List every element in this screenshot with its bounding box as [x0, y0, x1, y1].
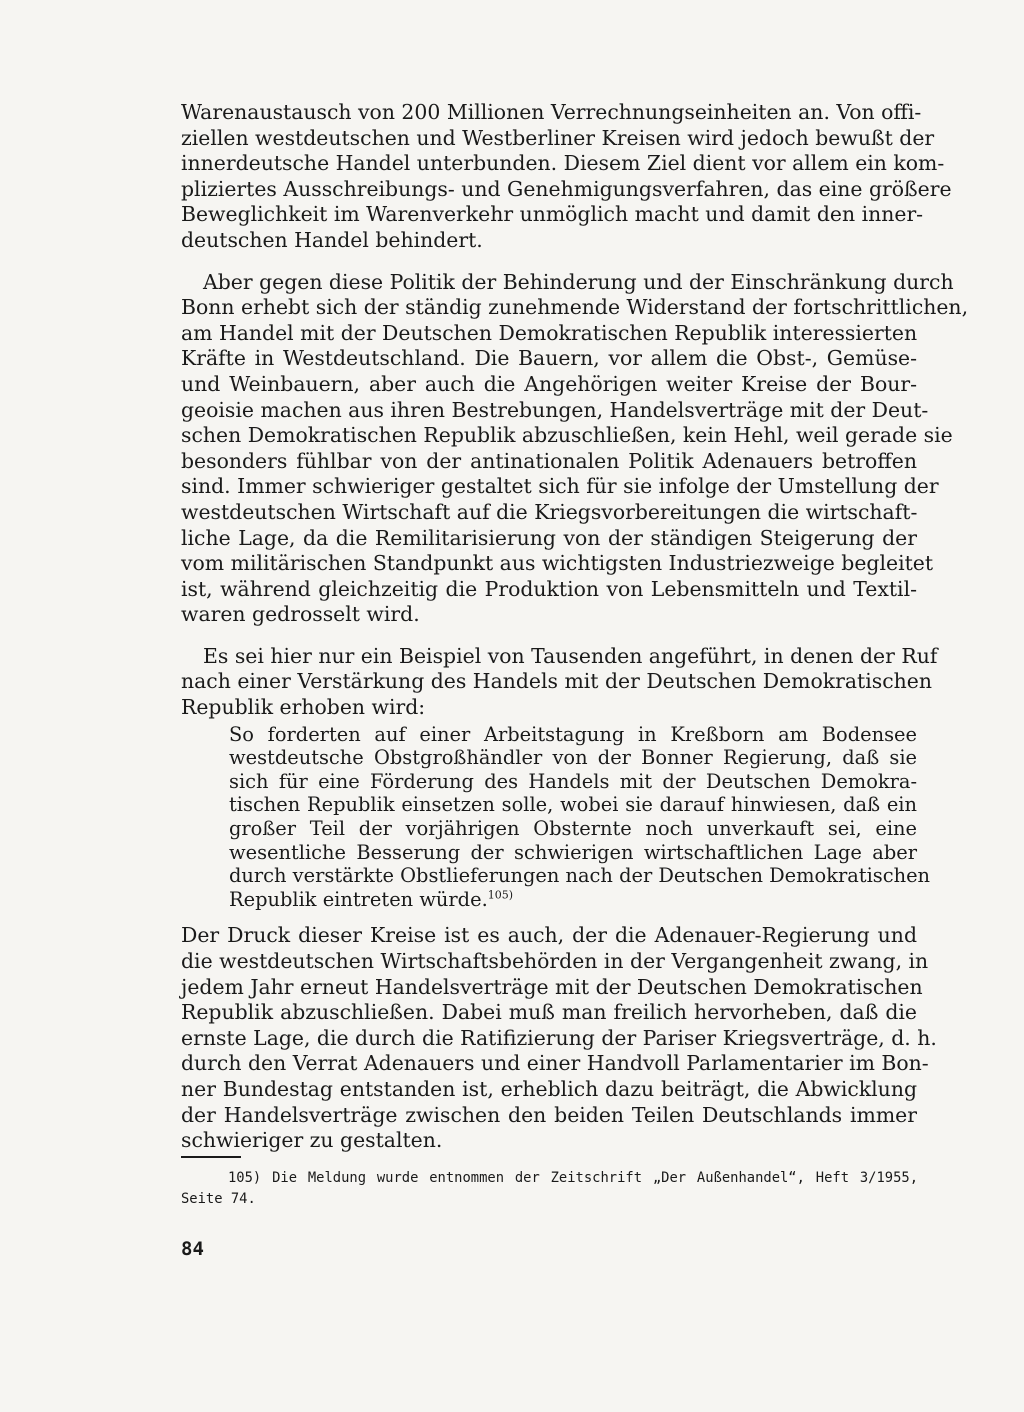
text-line: liche Lage, da die Remilitarisierung von der ständigen Steigerung der: [181, 525, 917, 550]
text-line: sich für eine Förderung des Handels mit der Deutschen Demokra-: [229, 769, 917, 793]
text-line: [229, 888, 917, 912]
text-line: ziellen westdeutschen und Westberliner Kreisen wird jedoch bewußt der: [181, 125, 935, 150]
text-line: tischen Republik einsetzen solle, wobei sie darauf hinwiesen, daß ein: [229, 793, 917, 817]
text-line: westdeutschen Wirtschaft auf die Kriegsvorbereitungen die wirtschaft-: [181, 499, 918, 524]
text-line: Der Druck dieser Kreise ist es auch, der die Adenauer-Regierung und: [181, 923, 917, 948]
text-line: Republik abzuschließen. Dabei muß man freilich hervorheben, daß die: [181, 1000, 917, 1025]
text-line: So forderten auf einer Arbeitstagung in Kreßborn am Bodensee: [229, 722, 917, 746]
text-line: die westdeutschen Wirtschaftsbehörden in der Vergangenheit zwang, in: [181, 949, 929, 973]
text-line: der Handelsverträge zwischen den beiden Teilen Deutschlands immer: [181, 1102, 917, 1127]
text-line: Warenaustausch von 200 Millionen Verrechnungseinheiten an. Von offi-: [181, 100, 922, 124]
text-line: Republik erhoben wird:: [181, 695, 426, 720]
text-line: Beweglichkeit im Warenverkehr unmöglich macht und damit den inner-: [181, 202, 924, 227]
block-quote: [229, 722, 931, 912]
text-line: besonders fühlbar von der antinationalen Politik Adenauers betroffen: [181, 448, 917, 473]
page-number: 84: [181, 1238, 204, 1260]
text-line: sind. Immer schwieriger gestaltet sich für sie infolge der Umstellung der: [181, 474, 939, 499]
text-line: schen Demokratischen Republik abzuschließen, kein Hehl, weil gerade sie: [181, 423, 953, 448]
text-line: ist, während gleichzeitig die Produktion von Lebensmitteln und Textil-: [181, 576, 917, 601]
text-line: ernste Lage, die durch die Ratifizierung der Pariser Kriegsverträge, d. h.: [181, 1025, 937, 1050]
text-line: waren gedrosselt wird.: [181, 602, 420, 627]
text-line: großer Teil der vorjährigen Obsternte noch unverkauft sei, eine: [229, 817, 917, 841]
text-line: Kräfte in Westdeutschland. Die Bauern, vor allem die Obst-, Gemüse-: [181, 346, 917, 371]
text-line: Aber gegen diese Politik der Behinderung und der Einschränkung durch: [203, 269, 954, 294]
text-line: Es sei hier nur ein Beispiel von Tausenden angeführt, in denen der Ruf: [203, 643, 938, 668]
quote-last-text: Republik eintreten würde.: [229, 887, 488, 911]
text-line: nach einer Verstärkung des Handels mit der Deutschen Demokratischen: [181, 669, 932, 694]
text-line: pliziertes Ausschreibungs- und Genehmigungsverfahren, das eine größere: [181, 176, 952, 201]
text-line: geoisie machen aus ihren Bestrebungen, Handelsverträge mit der Deut-: [181, 397, 929, 422]
text-line: deutschen Handel behindert.: [181, 227, 483, 252]
text-line: vom militärischen Standpunkt aus wichtigsten Industriezweige begleitet: [181, 551, 934, 576]
footnote-divider: [181, 1156, 241, 1158]
text-line: Bonn erhebt sich der ständig zunehmende Widerstand der fortschrittlichen,: [181, 295, 969, 320]
paragraph-3: [181, 643, 938, 721]
text-line: schwieriger zu gestalten.: [181, 1128, 443, 1153]
paragraph-4: [181, 923, 937, 1153]
paragraph-1: [181, 100, 952, 254]
text-line: und Weinbauern, aber auch die Angehörigen weiter Kreise der Bour-: [181, 371, 917, 396]
text-line: ner Bundestag entstanden ist, erheblich dazu beiträgt, die Abwicklung: [181, 1076, 917, 1101]
page-body: [181, 100, 969, 1154]
footnote-line: Seite 74.: [181, 1191, 256, 1207]
text-line: wesentliche Besserung der schwierigen wirtschaftlichen Lage aber: [229, 840, 917, 864]
text-line: durch den Verrat Adenauers und einer Handvoll Parlamentarier im Bon-: [181, 1051, 929, 1076]
paragraph-2: [181, 269, 969, 628]
text-line: durch verstärkte Obstlieferungen nach der Deutschen Demokratischen: [229, 864, 931, 888]
footnote-line: 105) Die Meldung wurde entnommen der Zeitschrift „Der Außenhandel“, Heft 3/1955,: [228, 1170, 918, 1186]
text-line: jedem Jahr erneut Handelsverträge mit der Deutschen Demokratischen: [181, 974, 923, 999]
text-line: westdeutsche Obstgroßhändler von der Bonner Regierung, daß sie: [229, 746, 917, 770]
text-line: am Handel mit der Deutschen Demokratischen Republik interessierten: [181, 320, 918, 345]
text-line: innerdeutsche Handel unterbunden. Diesem Ziel dient vor allem ein kom-: [181, 151, 945, 176]
footnote-reference: 105): [487, 888, 514, 902]
footnote: [181, 1168, 918, 1210]
